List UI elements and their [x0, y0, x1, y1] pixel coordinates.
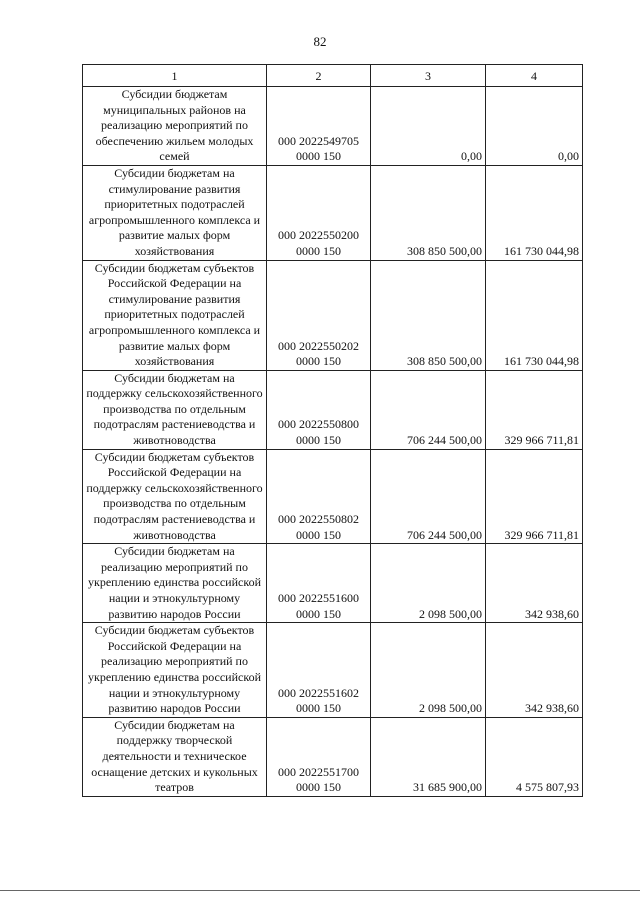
code-line: 0000 150: [296, 354, 341, 369]
code-line: 000 2022550202: [278, 338, 359, 353]
row-name: Субсидии бюджетам субъектов Российской Федерации на поддержку сельскохозяйственного производства по отдельным подотраслям растениеводства и животноводства: [83, 449, 267, 544]
row-code: [267, 165, 371, 260]
row-code: [267, 544, 371, 623]
code-line: 0000 150: [296, 606, 341, 621]
row-code: [267, 717, 371, 796]
table-row: [83, 449, 583, 544]
code-line: 000 2022550200: [278, 228, 359, 243]
row-name: Субсидии бюджетам на поддержку творческой деятельности и техническое оснащение детских и кукольных театров: [83, 717, 267, 796]
row-value-actual: 342 938,60: [486, 544, 583, 623]
table-row: [83, 165, 583, 260]
code-line: 000 2022550802: [278, 512, 359, 527]
row-value-actual: 329 966 711,81: [486, 370, 583, 449]
code-line: 0000 150: [296, 433, 341, 448]
row-name: Субсидии бюджетам субъектов Российской Федерации на стимулирование развития приоритетных подотраслей агропромышленного комплекса и развитие малых форм хозяйствования: [83, 260, 267, 370]
row-value-actual: 329 966 711,81: [486, 449, 583, 544]
row-value-planned: 2 098 500,00: [371, 544, 486, 623]
row-value-planned: 706 244 500,00: [371, 449, 486, 544]
code-line: 000 2022551602: [278, 685, 359, 700]
column-header: 2: [267, 65, 371, 87]
code-line: 0000 150: [296, 149, 341, 164]
row-value-planned: 308 850 500,00: [371, 165, 486, 260]
row-value-planned: 31 685 900,00: [371, 717, 486, 796]
page-number: 82: [313, 34, 327, 49]
row-value-planned: 308 850 500,00: [371, 260, 486, 370]
code-line: 0000 150: [296, 780, 341, 795]
row-value-actual: 161 730 044,98: [486, 260, 583, 370]
table-row: [83, 260, 583, 370]
column-header: 4: [486, 65, 583, 87]
row-value-planned: 706 244 500,00: [371, 370, 486, 449]
row-code: [267, 623, 371, 718]
code-line: 0000 150: [296, 243, 341, 258]
table-row: [83, 87, 583, 166]
column-header: 1: [83, 65, 267, 87]
row-name: Субсидии бюджетам на реализацию мероприятий по укреплению единства российской нации и этнокультурному развитию народов России: [83, 544, 267, 623]
table-row: [83, 717, 583, 796]
page-bottom-rule: [0, 890, 640, 891]
table-row: [83, 544, 583, 623]
code-line: 0000 150: [296, 527, 341, 542]
code-line: 000 2022550800: [278, 417, 359, 432]
row-code: [267, 87, 371, 166]
row-name: Субсидии бюджетам на стимулирование развития приоритетных подотраслей агропромышленного комплекса и развитие малых форм хозяйствования: [83, 165, 267, 260]
row-value-actual: 0,00: [486, 87, 583, 166]
row-code: [267, 260, 371, 370]
row-value-actual: 4 575 807,93: [486, 717, 583, 796]
code-line: 000 2022549705: [278, 133, 359, 148]
row-value-actual: 342 938,60: [486, 623, 583, 718]
code-line: 0000 150: [296, 701, 341, 716]
row-name: Субсидии бюджетам субъектов Российской Федерации на реализацию мероприятий по укреплению единства российской нации и этнокультурному развитию народов России: [83, 623, 267, 718]
row-name: Субсидии бюджетам на поддержку сельскохозяйственного производства по отдельным подотраслям растениеводства и животноводства: [83, 370, 267, 449]
table-row: [83, 370, 583, 449]
column-header: 3: [371, 65, 486, 87]
row-value-planned: 0,00: [371, 87, 486, 166]
budget-table: [82, 64, 583, 797]
row-value-actual: 161 730 044,98: [486, 165, 583, 260]
row-name: Субсидии бюджетам муниципальных районов на реализацию мероприятий по обеспечению жильем молодых семей: [83, 87, 267, 166]
row-value-planned: 2 098 500,00: [371, 623, 486, 718]
code-line: 000 2022551700: [278, 764, 359, 779]
row-code: [267, 449, 371, 544]
row-code: [267, 370, 371, 449]
code-line: 000 2022551600: [278, 591, 359, 605]
table-row: [83, 623, 583, 718]
table-header-row: [83, 65, 583, 87]
